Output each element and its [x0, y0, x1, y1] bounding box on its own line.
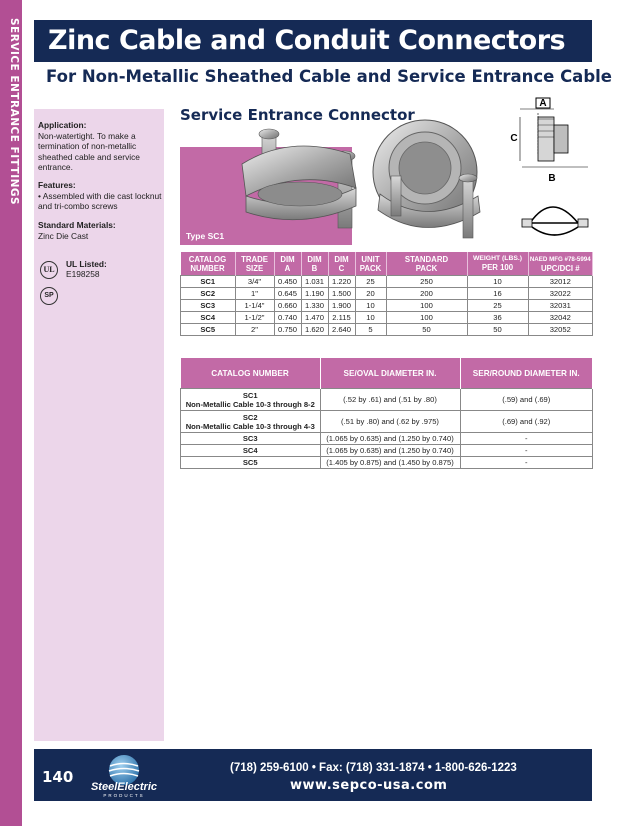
table-cell: 1.330: [301, 300, 328, 312]
table-cell: SC2 Non-Metallic Cable 10-3 through 4-3: [181, 411, 321, 433]
page-subtitle: For Non-Metallic Sheathed Cable and Service Entrance Cable: [46, 67, 612, 86]
table-cell: 32012: [528, 276, 593, 288]
side-tab-label: SERVICE ENTRANCE FITTINGS: [8, 18, 20, 206]
table-cell: 200: [386, 288, 467, 300]
header-dim-b: DIM B: [301, 252, 328, 276]
table-cell: 10: [355, 300, 386, 312]
table-cell: 100: [386, 312, 467, 324]
header-unit-pack: UNIT PACK: [355, 252, 386, 276]
application-text: Non-watertight. To make a termination of non-metallic sheathed cable and service entrance.: [38, 130, 140, 172]
dimension-diagram: [508, 95, 596, 250]
ul-listed-label: UL Listed:: [66, 259, 107, 269]
table-cell: 250: [386, 276, 467, 288]
header-trade-size: TRADE SIZE: [235, 252, 274, 276]
table-cell: 50: [386, 324, 467, 336]
contact-phone-line: (718) 259-6100 • Fax: (718) 331-1874 • 1-800-626-1223: [230, 762, 517, 774]
table-row: [181, 433, 593, 445]
table-cell: 5: [355, 324, 386, 336]
table-row: [181, 312, 593, 324]
features-section: [38, 180, 163, 212]
spec-table-header: [181, 252, 593, 276]
diameter-table: [180, 358, 593, 469]
product-photo: [180, 116, 500, 252]
application-heading: Application:: [38, 120, 87, 130]
table-cell: 100: [386, 300, 467, 312]
section-title: Service Entrance Connector: [180, 106, 415, 124]
table-row: [181, 276, 593, 288]
header-catalog-number: CATALOG NUMBER: [181, 358, 321, 389]
table-cell: 10: [355, 312, 386, 324]
page-title: Zinc Cable and Conduit Connectors: [48, 25, 566, 56]
table-cell: 25: [355, 276, 386, 288]
table-cell: (.69) and (.92): [460, 411, 593, 433]
table-cell: (1.405 by 0.875) and (1.450 by 0.875): [320, 457, 460, 469]
table-cell: 1.500: [328, 288, 355, 300]
table-cell: 2.115: [328, 312, 355, 324]
table-row: [181, 288, 593, 300]
table-cell: 2": [235, 324, 274, 336]
header-standard-pack: STANDARD PACK: [386, 252, 467, 276]
table-cell: 1.900: [328, 300, 355, 312]
table-cell: -: [460, 433, 593, 445]
page-number: 140: [42, 768, 74, 786]
table-cell: SC2: [181, 288, 236, 300]
table-cell: 25: [467, 300, 528, 312]
materials-text: Zinc Die Cast: [38, 230, 89, 241]
header-round-diameter: SER/ROUND DIAMETER IN.: [460, 358, 593, 389]
table-cell: 10: [467, 276, 528, 288]
table-cell: (.52 by .61) and (.51 by .80): [320, 389, 460, 411]
table-cell: 3/4": [235, 276, 274, 288]
table-cell: SC4: [181, 445, 321, 457]
website-link[interactable]: www.sepco-usa.com: [290, 778, 448, 793]
table-cell: 1.620: [301, 324, 328, 336]
title-bar: [34, 20, 592, 62]
table-cell: 1.220: [328, 276, 355, 288]
product-type-label: Type SC1: [186, 231, 225, 241]
table-cell: 1": [235, 288, 274, 300]
diagram-label-b: B: [548, 173, 556, 184]
table-cell: SC3: [181, 433, 321, 445]
certifications: [40, 257, 160, 307]
materials-heading: Standard Materials:: [38, 220, 116, 230]
features-heading: Features:: [38, 180, 76, 190]
application-section: [38, 120, 163, 173]
table-cell: 32052: [528, 324, 593, 336]
table-cell: 2.640: [328, 324, 355, 336]
header-catalog-number: CATALOG NUMBER: [181, 252, 236, 276]
table-row: [181, 300, 593, 312]
ul-logo-icon: UL: [40, 261, 58, 279]
header-upc: NAED MFG #78-5994 UPC/DCI #: [528, 252, 593, 276]
table-cell: 36: [467, 312, 528, 324]
table-cell: -: [460, 457, 593, 469]
table-cell: 32022: [528, 288, 593, 300]
table-cell: SC4: [181, 312, 236, 324]
ul-number: E198258: [66, 269, 100, 279]
materials-section: [38, 220, 163, 241]
csa-logo-icon: SP: [40, 287, 58, 305]
table-cell: (1.065 by 0.635) and (1.250 by 0.740): [320, 433, 460, 445]
table-cell: 0.740: [274, 312, 301, 324]
table-cell: (.59) and (.69): [460, 389, 593, 411]
header-oval-diameter: SE/OVAL DIAMETER IN.: [320, 358, 460, 389]
brand-sub: PRODUCTS: [103, 793, 145, 798]
table-cell: 0.450: [274, 276, 301, 288]
table-cell: 1.190: [301, 288, 328, 300]
table-cell: SC1: [181, 276, 236, 288]
table-cell: SC3: [181, 300, 236, 312]
table-cell: 1.031: [301, 276, 328, 288]
table-cell: 0.660: [274, 300, 301, 312]
table-cell: SC1 Non-Metallic Cable 10-3 through 8-2: [181, 389, 321, 411]
table-cell: SC5: [181, 457, 321, 469]
table-cell: 0.750: [274, 324, 301, 336]
table-cell: 1.470: [301, 312, 328, 324]
table-row: [181, 457, 593, 469]
table-cell: 1-1/4": [235, 300, 274, 312]
header-weight: WEIGHT (LBS.) PER 100: [467, 252, 528, 276]
table-cell: 20: [355, 288, 386, 300]
table-cell: -: [460, 445, 593, 457]
steel-electric-logo: [74, 752, 174, 798]
features-text: • Assembled with die cast locknut and tri-combo screws: [38, 190, 162, 211]
table-cell: 16: [467, 288, 528, 300]
diameter-table-header: [181, 358, 593, 389]
header-dim-c: DIM C: [328, 252, 355, 276]
header-dim-a: DIM A: [274, 252, 301, 276]
table-cell: 0.645: [274, 288, 301, 300]
table-row: [181, 389, 593, 411]
table-cell: 32042: [528, 312, 593, 324]
table-cell: 32031: [528, 300, 593, 312]
table-cell: (.51 by .80) and (.62 by .975): [320, 411, 460, 433]
spec-table: [180, 252, 593, 336]
brand-name: SteelElectric: [90, 781, 158, 793]
diagram-label-c: C: [510, 133, 518, 144]
table-cell: SC5: [181, 324, 236, 336]
diagram-label-a: A: [539, 98, 547, 109]
table-row: [181, 324, 593, 336]
table-cell: 50: [467, 324, 528, 336]
table-row: [181, 445, 593, 457]
table-cell: (1.065 by 0.635) and (1.250 by 0.740): [320, 445, 460, 457]
table-row: [181, 411, 593, 433]
table-cell: 1-1/2": [235, 312, 274, 324]
